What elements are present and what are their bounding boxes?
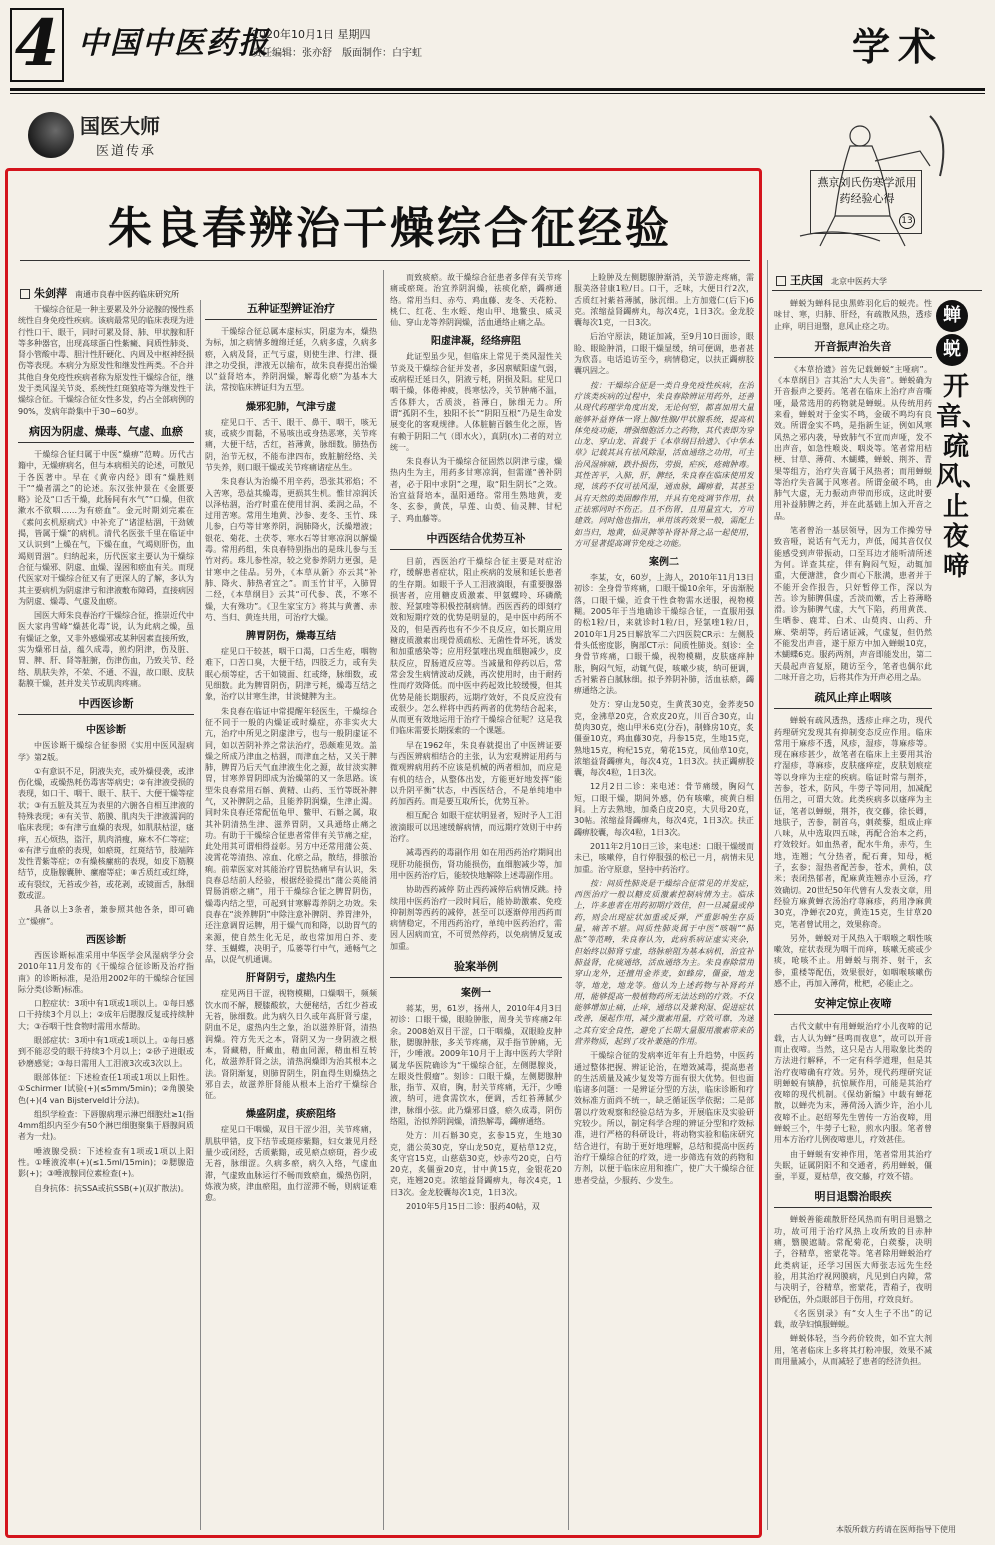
masthead-rule-thin (10, 93, 985, 94)
article-byline (20, 285, 179, 301)
subsection-heading: 案例一 (461, 988, 491, 1000)
paragraph: 唾液腺受损：下述检查有1项或1项以上阳性。①唾液流率(+)(≤1.5ml/15min)；②腮腺造影(+)；③唾液腺同位素检查(+)。 (18, 1146, 194, 1179)
side-byline-rule (772, 290, 982, 291)
paragraph: 笔者曾治一基层领导，因为工作操劳导致音哑，说话有气无力，声低，闻其音仅仅能感受到声带振动，口至耳边才能听清所述为何。详查其症，伴有胸闷气短，动辄加重，大便溏泄，食少而心下胀满，患者并于不能开会作报告，只好暂停工作，深以为苦。诊为肺脾俱虚，舌淡而嫩，舌上苔薄略滑。诊为肺脾气虚，大气下陷，药用黄芪、生晒参、鹿茸、白术、山萸肉、山药、升麻、柴胡等，药后诸证减，气虚复，但仍然不能发出声音，遂于原方中加入蝉蜕10克，木蝴蝶6克。服药两剂，声音即能发出，第二天晨起声音复原，随访至今，笔者也偶尔此二味开音之功，后将其作为开声必用之品。 (774, 526, 932, 682)
paragraph: 处方：川石斛30克，玄参15克，生地30克，蒲公英30克，穿山龙50克，夏枯草12克，炙守宫15克，山慈菇30克，炒赤芍20克，白芍20克，炙僵蚕20克，甘中黄15克，金银花20克，连翘20克。浓缩益肾蠲痹丸，每次4克，1日3次。金龙胶囊每次1克，1日3次。 (390, 1131, 562, 1197)
subsection-heading: 燥邪犯肺，气津亏虚 (246, 401, 336, 413)
subsection-heading: 脾胃阴伤，燥毒互结 (246, 631, 336, 643)
paragraph: ①有意识不足，阴液失充，或外燥侵袭，或津伤化燥，或燥热耗伤毒害等病史；②有津液受损的表现，如口干、咽干、眼干、肤干、大便干燥等症状；③有五脏及其互为表里的六腑各自相互津液的特殊表现；④有关节、筋膜、肌肉失于津液濡润的临床表现；⑤有津亏血燥的表现，如肌肤枯涩，瘙痒，五心烦热，盗汗，肌肉消瘦，麻木不仁等症；⑥有津亏血瘀的表现，如瘀斑，红斑结节，肢端阵发性青紫等症；⑦有燥核瘰疬的表现，如皮下筋膜结节，皮脂腺囊肿、瘰瘤等症；⑧舌质红或红绛，或有裂纹，无苔或少苔，或花剥，或镜面舌，脉细数或涩。 (18, 766, 194, 901)
paragraph: 由于蝉蜕有安神作用，笔者常用其治疗失眠，证属阴阳不和交通者，药用蝉蜕，僵蚕，半夏，夏枯草，夜交藤，疗效不错。 (774, 1149, 932, 1182)
paragraph: 按：干燥综合征是一类自身免疫性疾病，在治疗该类疾病的过程中，朱良春除辨证用药外，还善从现代药理学角度出发，无论何型，都喜加用大量能够补益脊体一肾上腺/性腺/甲状腺系统，提高机体免疫功能，增强细胞活力之药物，其代表即为穿山龙、穿山龙、首载于《本草纲目拾遗》、《中华本草》记载其具有祛风除湿，活血通络之功用，可主治风湿痹痛，跌扑损伤，劳损，疟疾，疮痈肿毒。其性苦平，入肺，肝，脾经，朱良春在临床使用发现，该药不仅可祛风湿，通血脉，蠲痹着，其甚至具有天然的类固醇作用，并具有免疫调节作用，扶正祛邪同时不伤正。且不伤胃，且用量宜大，方可建效。同时他也指出，单用该药效果一般，需配上如当归，地黄，仙灵脾等补肾补肾之品一起使用，方可显著提高调节免疫之功能。 (574, 380, 754, 548)
column-badge (28, 108, 178, 162)
paragraph: 蝉蜕为蝉科昆虫黑蚱羽化后的蜕壳。性味甘、寒，归肺、肝经，有疏散风热，透疹止痒，明目退翳，息风止痉之功。 (774, 299, 932, 331)
side-article-column (774, 298, 932, 1520)
paragraph: 按：间质性肺炎是干燥综合征常见的并发症，西医治疗一般以糖皮质激素控制病情为主。临床上，许多患者在用药初期疗效佳，但一旦减量或停药，则会出现症状加重或反弹，严重影响生存质量，痛苦不堪。间质性肺炎属于中医“咳喘”“肺胀”等范畴，朱良春认为，此病系病证虚实夹杂，但始终以肺肾亏虚，络脉瘀阻为基本病机，治宜补肺益肾，化痰通络，活血通络为主。朱良春除常用穿山龙外，还擅用金荞麦，如蜂房，僵蚕，地龙等，地龙，地龙等。他认为上述药物与补肾药并用，能够提高一般植物药所无法达到的疗效。不仅能够增加止痛，止痒，通络以及兼利湿、促进症状改善，屡起作用，减少激素用量，疗效可靠，为迷之其有安全良性，避免了长期大量服用激素带来的营养物质，起到了攻补兼施的作用。 (574, 878, 754, 1046)
subsection-heading: 燥盛阴虚，痰瘀阻络 (246, 1109, 336, 1121)
subsection-heading: 中医诊断 (86, 725, 126, 737)
paragraph: 自身抗体：抗SSA或抗SSB(+)(双扩散法)。 (34, 1183, 189, 1193)
paragraph: 此证型虽少见，但临床上常见于类风湿性关节炎及干燥综合征并发者，多因禀赋阳虚气弱，或病程迁延日久，阴液亏耗，阴损及阳。症见口咽干燥，体倦神疲，畏寒怯冷，关节肿痛不温，舌体胖大，舌质淡，苔薄白，脉细无力。所谓“孤阴不生，独阳不长”“阴阳互根”乃是生命发展变化的客观规律。人体脏腑百骸生化之原，皆有赖于阴阳二气（即水火），真阴(水)二者的对立统一。 (390, 352, 562, 452)
side-article-title: 开音、疏风、止夜啼 (936, 372, 989, 582)
byline-marker-icon (20, 289, 30, 299)
article-column-4 (574, 272, 754, 1526)
paragraph: 朱良春认为干燥综合征固然以阴津亏虚，燥热内生为主，用药多甘寒凉润，但需谨“善补阴者，必于阳中求阴”之理，取“阳生阴长”之效。治宜益肾培本，温阳通络。常用生熟地黄，麦冬、玄参，黄芪，旱莲、山萸、仙灵脾、甘杞子、鸡血藤等。 (390, 457, 562, 523)
paragraph: 早在1962年，朱良春就提出了中医辨证要与西医辨病相结合的主张，认为宏观辨证用药与微观辨病用药不应该是机械的两者相加，而应是有机的结合，从整体出发，方能更好地发挥“能以升阴平衡”状态，中西医结合，不是单纯地中药加西药。而是要互取所长，优势互补。 (390, 740, 562, 807)
paragraph: 口腔症状：3项中有1项或1项以上。①每日感口干持续3个月以上；②成年后腮腺反复或持续肿大；③吞咽干性食物时需用水帮助。 (18, 999, 194, 1031)
side-author-affiliation: 北京中医药大学 (831, 277, 887, 286)
paragraph: 蝉蜕有疏风透热，透疹止痒之功，现代药理研究发现其有抑制变态反应作用。临床常用于麻疹不透，风疹，湿疹，荨麻疹等。现在麻疹甚少，故笔者在临床上主要用其治疗湿疹，荨麻疹，皮肤瘙痒症，皮肤划痕症等以身痒为主症的疾病。临证时常与荆芥，苦参，苍术，防风，牛蒡子等同用，加减配伍用之，可谓大效。此类疾病多以瘙痒为主证，笔者以蝉蜕，荆芥，夜交藤，徐长卿，地肤子，苦参，制首乌，刺蒺藜，组成止痒八味，从中选取四五味，再配合治本之药，疗效较好。如血热者，配水牛角，赤芍，生地，连翘；气分热者，配石膏，知母，栀子，玄参；湿热者配苦参，苍术，黄柏，苡米；表闭热郁者，配麻黄连翘赤小豆汤，疗效确切。20世纪50年代曾有人发表文章，用经验方麻黄蝉衣汤治疗荨麻疹，药用净麻黄30克，净蝉衣20克，黄连15克，生甘草20克，笔者曾试用之，效果称奇。 (774, 716, 932, 929)
paragraph: 减毒西药的毒副作用 如在用西药治疗期间出现肝功能损伤，肾功能损伤，血细胞减少等，加用中医药治疗后，能较快地解除上述毒副作用。 (390, 848, 562, 880)
paragraph: 目前，西医治疗干燥综合征主要是对症治疗，缓解患者症状，阻止疾病的发展和延长患者的生存期。如眼干予人工泪液滴眼，有重要腺器损害者，应用糖皮质激素、甲氨蝶呤、环磷酰胺、羟氯喹等积极控制病情。西医西药的即刻疗效和短期疗效的优势是明显的，是中医中药所不及的，但是西药也有不少不良反应，如长期应用糖皮质激素出现骨质疏松、无菌性骨坏死，诱发和加重感染等；应用羟氯喹出现血细胞减少，皮肤反应，胃肠道反应等。当减量和停药以后，常常会发生病情波动反跳，再次使用时，由于耐药性而疗效降低。而中医中药起效比较缓慢，但其优势是能长期服药，远期疗效好，不良反应没有或很少。怎么样将中西药两者的优势结合起来，从而更有效地运用于治疗干燥综合征呢？这是我们临床需要长期探索的一个课题。 (390, 556, 562, 736)
paragraph: 组织学检查：下唇腺病理示淋巴细胞灶≥1(指4mm组织内至少有50个淋巴细胞聚集于唇腺间质者为一灶)。 (18, 1109, 194, 1142)
subsection-heading: 阳虚津凝，经络痹阻 (431, 336, 521, 348)
paragraph: 蝉蜕善能疏散肝经风热而有明目退翳之功，故可用于治疗风热上攻所致的目赤肿痛，翳膜遮睛。常配菊花，白蒺藜，决明子，谷精草，密蒙花等。笔者除用蝉蜕治疗此类病证，还学习国医大师张志远先生经验，用其治疗视网膜病，凡见到白内障，常与决明子，谷精草，密蒙花，青葙子，夜明砂配伍，外点眼部目于伤用，疗效良好。 (774, 1215, 932, 1304)
side-title-char-2: 蜕 (936, 334, 968, 366)
paragraph: 症见口干咽燥，双目干涩少泪，关节疼痛，肌肤甲错，皮下结节或斑疹紫黯，妇女兼见月经量少或闭经，舌质紫黯，或见瘀点瘀斑，苔少或无苔，脉细涩。久病多瘀，病久入络，气虚血滞，气虚致血脉运行不畅而致瘀血，燥热伤阴，炼液为痰，津血瘀阻，血行涩滞不畅，则病证难愈。 (205, 1125, 377, 1203)
paragraph: 蝉蜕体轻，当今药价较贵，如不宜大剂用，笔者临床上多将其打粉冲服，效果不减而用量减小，从而减轻了患者的经济负担。 (774, 1334, 932, 1367)
paragraph: 处方：穿山龙50克，生黄芪30克，金荞麦50克，金沸草20克，合欢皮20克，川百合30克，山萸肉30克，炮山甲米6克(分吞)，制蜂房10克，炙僵蚕10克，鸡血藤30克，丹参15克，生地15克，熟地15克，枸杞15克，菊花15克，凤仙草10克，浓缩益肾蠲痹丸，每次4克，1日3次。扶正蠲痹胶囊，每次4粒，1日3次。 (574, 700, 754, 778)
paragraph: 中医诊断干燥综合征参照《实用中医风湿病学》第2版。 (18, 741, 194, 762)
column-divider (200, 300, 201, 1530)
masthead (0, 0, 995, 92)
paragraph: 朱良春认为治燥不用辛药，恐张其邪焰；不入苦寒，恐益其燥毒，更损其生机。惟甘凉润沃以泽枯涸，治疗时重在使用甘润、柔润之品，不过用苦寒。常用生地黄、沙参、麦冬、玉竹、珠儿参，白芍等甘寒养阴，润肺降火，沃燥增液；银花、菊花、土茯苓、寒水石等甘寒凉润以解燥毒。常用药组，朱良春特别指出的是珠儿参与玉竹对药。珠儿参性凉，较之党参养阴力更强，是甘寒中之佳品。另外，《本草从新》亦云其“补肺、降火、肺热者宜之”。而玉竹甘平，入肺胃二经，《本草纲目》云其“可代参、芪，不寒不燥，大有殊功”。《卫生家宝方》将其与黄蓍、赤芍、当归、黄连共用，可治疗大燥。 (205, 477, 377, 622)
paragraph: 症见两目干涩，视物模糊，口燥咽干，频频饮水而不解，腰膝酸软，大便秘结，舌红少苔或无苔，脉细数。此为病久日久或年高肝肾亏虚，阴血不足，虚热内生之象，治以滋养肝肾，清热润燥。符方先天之本，肾阴又为一身阴液之根本，肾藏精，肝藏血，精血同源，精血相互转化，故滋养肝肾之法，清热润燥即为治其根本之法。肾阴渐复，则肺胃阴生，阴血得生则燥热之邪自去，故滋养肝肾能从根本上治疗干燥综合征。 (205, 989, 377, 1101)
series-title: 燕京刘氏伤寒学派用药经验心得 (817, 176, 917, 205)
column-divider (568, 270, 569, 1530)
section-heading: 明目退翳治眼疾 (774, 1188, 932, 1208)
paragraph: 干燥综合征的发病率近年有上升趋势，中医药通过整体把握、辨证论治，在增效减毒，提高患者的生活质量及减少复发等方面有很大优势。但也面临诸多问题：一是辨证分型的方法，临床诊断和疗效标准方面尚不统一，缺乏循证医学依据；二是部署以疗效观察和经验总结为多，开展临床及实验研究较少。所以，制定科学合理的辨证分型和疗效标准，进行严格的科研设计，将动物实验和临床研究结合进行，有助于更好地理解，总结和提高中医药治疗干燥综合征的疗效，进一步筛选有效的药物和方剂，以便于临床应用和推广，使广大干燥综合征患者受益，少服药、少发生。 (574, 1051, 754, 1185)
column-divider (383, 270, 384, 1530)
article-headline: 朱良春辨治干燥综合征经验 (108, 203, 672, 254)
editor-credits: 责任编辑：张亦舒 版面制作：白宇虹 (252, 48, 422, 59)
series-title-box (810, 170, 922, 234)
headline-rule (20, 260, 750, 261)
article-column-1 (18, 304, 194, 1526)
section-heading: 疏风止痒止咽咳 (774, 689, 932, 709)
paragraph: 另外，蝉蜕对于风热入于咽喉之咽性咳嗽效，症状表现为咽干而痒，咳嗽无痰或少痰，呛咳不止。用蝉蜕与荆芥、射干，玄参，重楼等配伍，效果很好，如咽喉咳嗽伤感不止，再加入薄荷，枇杷，必能止之。 (774, 933, 932, 989)
section-heading: 病因为阴虚、燥毒、气虚、血瘀 (18, 423, 194, 443)
byline-marker-icon (776, 276, 786, 286)
paragraph: 《本草拾遗》首先记载蝉蜕“主哑病”。《本草纲目》言其治“大人失音”。蝉蜕确为开音振声之要药。笔者在临床上治疗声音嘶哑，最常选用的药物就是蝉蜕。从传统用药来看，蝉蜕对于金实不鸣，金破不鸣均有良效。所谓金实不鸣，是指新生证，例如风寒风热之邪内袭，导致肺气不宣而声哑，发不出声音，如急性喉炎、咽炎等。笔者常用桔梗、甘草、薄荷、木蝴蝶，蝉蜕、荆芥、青果等组方，治疗失音属于风热者；而用蝉蜕等治疗失音属于风寒者。所谓金破不鸣，由肺气大虚，无力振动声带而形成，这此时要用补益肺脾之药，并在此基础上加入开音之品。 (774, 364, 932, 521)
paragraph: 李某，女，60岁，上海人，2010年11月13日初诊：全身骨节疼痛，口眼干燥10余年，牙齿渐脱落，口眼干燥，近食干性食物需水送服，视物模糊。2005年于当地确诊干燥综合征，一直服用强的松1粒/日，来就诊时1粒/日，羟氯喹1粒/日，2010年1月25日解放军二六四医院CR示：左侧股骨头低密度影，胸部CT示：间质性肺炎。刻诊：全身骨节疼痛，口眼干燥，视物模糊，皮肤瘙痒肿胀，胸闷气短，动辄气促，咳嗽少痰，纳可便调，舌衬紫苔白腻脉细。拟予养阴补肺，活血祛瘀，蠲痹通络之法。 (574, 573, 754, 696)
paragraph: 眼部症状：3项中有1项或1项以上。①每日感到不能忍受的眼干持续3个月以上；②砂子进眼或砂磨感觉；③每日需用人工泪液3次或3次以上。 (18, 1036, 194, 1068)
author-name: 朱剑萍 (34, 287, 67, 300)
article-column-2 (205, 294, 377, 1526)
paragraph: 相互配合 如眼干症状明显者，短时予人工泪液滴眼可以迅速缓解病情，而远期疗效则于中药治疗。 (390, 811, 562, 844)
paragraph: 协助西药减停 防止西药减停后病情反跳。持续用中医药治疗一段时间后，能协助激素、免疫抑制剂等西药的减停，甚至可以逐渐停用西药而病情稳定，不用西药治疗，单纯中医药治疗，需因人因病而宜，不可贸然停药，以免病情反复或加重。 (390, 885, 562, 951)
column-badge-title: 国医大师 (80, 114, 160, 138)
masthead-rule (10, 88, 985, 91)
paragraph: 国医大师朱良春治疗干燥综合征，推崇近代中医大家冉雪峰“燥甚化毒”说，认为此病之燥，虽有燥证之象，又非外感燥邪或某种因素直接所致，实为燥邪日益，蕴久成毒，煎灼阴津，伤及脏、胃、脾、肝、肾等脏腑，伤津伤血，乃致关节、经络、肌肤失养，不荣、不通、不温，故口眼、皮肤黏膜干燥，甚并发关节或肌肉疼痛。 (18, 611, 194, 688)
paragraph: 症见口干较甚，咽干口渴，口舌生疮，咽物难下，口苦口臭，大便干结，四肢乏力，或有失眠心烦等症，舌干如镜面、红或绛，脉细数，或见细数。此为脾胃阴伤，阴津亏耗，燥毒互结之象，治疗以甘寒生津，甘淡健脾为主。 (205, 647, 377, 702)
paragraph: 干燥综合征总属本虚标实，阴虚为本，燥热为标，加之病情多缠绵迁延，久病多虚，久病多瘀，入病及肾，正气亏虚，则使生津、行津、摄津之功受损，津液无以输布，故朱良春提出治燥以“益肾培本，养阴润燥，解毒化瘀”为基本大法，常按临床辨证归为五型。 (205, 327, 377, 393)
side-title-char-1: 蝉 (936, 300, 968, 332)
taiji-emblem-icon (28, 112, 74, 158)
section-heading: 中西医结合优势互补 (390, 530, 562, 550)
paragraph: 症见口干、舌干、眼干、鼻干、咽干，咳无痰，或痰少而黏，不易咳出或身热恶寒，关节疼痛，大便干结，舌红，苔薄黄，脉细数。肺热伤阴，治节无权，不能布津四布，致脏腑经络、关节失养，则口眼干燥或关节疼痛诸症丛生。 (205, 417, 377, 472)
column-divider (767, 260, 768, 1530)
subsection-heading: 西医诊断 (86, 934, 126, 946)
paragraph: 2010年5月15日二诊：服药40帖，双 (406, 1202, 540, 1212)
paragraph: 而致痰瘀。故干燥综合征患者多伴有关节疼痛或瘀斑。治宜养阴润燥，祛痰化瘀，蠲痹通络。常用当归、赤芍、鸡血藤、麦冬、天花粉、桃仁、红花、生水蛭、炮山甲、地鳖虫、威灵仙、穿山龙等养阴润燥，活血通络止痛之品。 (390, 273, 562, 328)
paragraph: 12月2日二诊：来电述：骨节痛缓，胸闷气短，口眼干燥，期间外感，仍有咳嗽，痰黄白相间。上方去熟地，加桑白皮20克，大贝母20克，30帖。浓缩益肾蠲痹丸，每次4克，1日3次。扶正蠲痹胶囊，每次4粒，1日3次。 (574, 782, 754, 837)
subsection-heading: 案例二 (649, 557, 679, 569)
newspaper-name: 中国中医药报 (78, 26, 270, 61)
section-heading: 开音振声治失音 (774, 338, 932, 358)
paragraph: 《名医别录》有“女人生子不出”的记载，故孕妇慎服蝉蜕。 (774, 1308, 932, 1330)
paragraph: 后治守原法，随证加减，至9月10日面诊，眼睑、眼睑肿消，口眼干燥显缓，纳可便调，患者甚为欣喜。电话追访至今，病情稳定，以扶正蠲痹胶囊巩固之。 (574, 332, 754, 376)
footer-note: 本版所载方药请在医师指导下使用 (836, 1525, 956, 1534)
section-heading: 验案举例 (390, 958, 562, 978)
author-affiliation: 南通市良春中医药临床研究所 (75, 290, 179, 299)
paragraph: 2011年2月10日三诊，来电述：口眼干燥缓而未已，咳嗽停，自行停服强的松已一月，病情未见加重。治守原意，坚持中药治疗。 (574, 841, 754, 874)
section-heading: 中西医诊断 (18, 695, 194, 715)
paragraph: 干燥综合征是一种主要累及外分泌腺的慢性系统性自身免疫性疾病。该病最常见的临床表现为进行性口干、眼干，同时可累及肾、肺、甲状腺和肝等多种器官，出现高球蛋白性紫癜、间质性肺炎、肾小管酸中毒、胆汁性肝硬化、内周及中枢神经损伤等表现。本病分为原发性和继发性两类。不合并其他自身免疫性疾病者称为原发性干燥综合征，继发于类风湿关节炎、系统性红斑狼疮等为继发性干燥综合征。干燥综合征女性多发，约占全部病例的90%，发病年龄集中于30~60岁。 (18, 305, 194, 416)
paragraph: 朱良春在临证中常提醒年轻医生，干燥综合征不同于一般的内燥证或时燥症，亦非实火大亢，治疗中所见之阴虚津亏，也与一般阴虚证不同，如以苦阴补养之常法治疗，恐颇难见效。盖燥之所成乃津血之枯涸，而津血之枯，又关于脾肺，脾胃乃后天气血津液生化之源，故甘淡实脾胃，甘寒养胃阴即成为治燥第的又一条思路。该型朱良春常用石斛、黄精、山药、玉竹等既补脾气，又补脾阴之品，且能养阴润燥，生津止渴。同时朱良春还常配伍龟甲、鳖甲、石斛之属，取其补阴清热生津、滋养胃阴，又具通络止痛之功。有助于干燥综合征患者常伴有关节痛之症，此处用其可谓相得益彰。另方中还常用蒲公英、凌霄花等清热、凉血、化瘀之品，散结，排脓治痢。前辈医家对其能治疗胃脘热痛早有认识，朱良春总结前人经验，根据经验提出“蒲公英能消胃肠消瘀之痛”，用于干燥综合征之脾胃阴伤，燥毒内结之型，可起到甘寒解毒养阴之功效。朱良春在“淡养脾阴”中除注意补脾阴、养胃津外，还注意调胃运脾，用于燥气而和降，以助胃气的来源，使自然生化无足，故也常加用白芥、麦芽、玉蝴蝶，决明子，瓜蒌等行中气，通畅气之品，以促气机通调。 (205, 706, 377, 965)
article-column-3 (390, 272, 562, 1526)
section-heading: 五种证型辨证治疗 (205, 300, 377, 320)
side-article-byline (776, 272, 887, 288)
paragraph: 眼部体征：下述检查任1项或1项以上阳性。①Schirmer I试验(+)(≤5mm/5min)；②角膜染色(+)(4 van Bijsterveld计分法)。 (18, 1072, 194, 1105)
paragraph: 上睑肿及左侧腮腺肿渐消，关节游走疼痛，需服美洛昔康1粒/日。口干，乏味，大便日行2次，舌质红衬紫苔薄腻，脉沉细。上方加蔻仁(后下)6克。浓缩益肾蠲痹丸，每次4克，1日3次。金龙胶囊每次1克，一日3次。 (574, 273, 754, 328)
side-author-name: 王庆国 (790, 274, 823, 287)
paragraph: 干燥综合征归属于中医“燥痹”范畴。历代古籍中，无燥痹病名，但与本病相关的论述，可散见于各医著中。早在《黄帝内经》即有“燥胜则干”“燥者濡之”的论述。东汉张仲景在《金匮要略》论及“口舌干燥，此肠间有水气”“口燥，但欲漱水不欲咽……为有瘀血”。金元时期刘完素在《素问玄机原病式》中补充了“诸涩枯涸，干劲皴揭，皆属于燥”的病机。清代名医张千里在临证中又认识到“上燥在气，下燥在血，气竭则肝伤，血竭则胃涸”。归纳起来，历代医家主要认为干燥综合征与燥邪、阴虚、血燥、湿困和瘀血有关。而现代医家对干燥综合征又有了更深人的了解，多认为其主要病机为阴虚津亏和津液敷布障碍，直接病因为阴虚、燥毒、气虚及血瘀。 (18, 449, 194, 606)
section-heading: 安神定惊止夜啼 (774, 995, 932, 1015)
paragraph: 西医诊断标准采用中华医学会风湿病学分会2010年11月发布的《干燥综合征诊断及治疗指南》的诊断标准，是沿用2002年的干燥综合征国际分类(诊断)标准。 (18, 950, 194, 994)
paragraph: 具备以上3条者，兼参照其他各条，即可确立“燥痹”。 (18, 905, 194, 926)
paragraph: 古代文献中有用蝉蜕治疗小儿夜啼的记载，古人认为蝉“昼鸣而夜息”，故可以开音而止夜啼。当然，这只是古人用取象比类的方法进行解释，不一定有科学道理，但是其治疗夜啼确有疗效。另外，现代药理研究证明蝉蜕有镇静，抗惊厥作用，可能是其治疗夜啼的现代机制。《保幼新编》中载有蝉花散，以蝉壳为末，薄荷汤入酒少许，治小儿夜啼不止。赵绍琴先生曾传一方治夜啼，用蝉蜕三个，牛蒡子七粒，煎水内服。笔者曾用本方治疗儿例夜啼患儿，疗效甚佳。 (774, 1022, 932, 1145)
series-number: 13 (899, 213, 915, 229)
side-title-emblem (936, 300, 976, 368)
section-title: 学术 (852, 24, 945, 69)
page-number: 4 (14, 6, 60, 81)
paragraph: 蒋某，男，61岁，扬州人，2010年4月3日初诊：口眼干燥，眼睑肿胀，周身关节疼痛2年余。2008始双目干涩，口干咽燥，双眼睑皮肿胀，腮腺肿胀，多关节疼痛，双手指节肿痛，无汗，少唾液。2009年10月于上海中医药大学附属龙华医院确诊为“干燥综合征，左侧腮腺炎，左眼炎性假瘤”。刻诊：口眼干燥，左侧腮腺肿胀，指节、双肩，胸，肘关节疼痛，无汗，少唾液，纳可，进食需饮水，便调，舌红苔薄腻少津，脉细小弦。此乃燥邪日盛，瘀久成毒，阴伤络阻，治拟养阴润燥，清热解毒，蠲痹通络。 (390, 1004, 562, 1126)
column-badge-subtitle: 医道传承 (96, 144, 157, 159)
subsection-heading: 肝肾阴亏，虚热内生 (246, 973, 336, 985)
issue-date: 2020年10月1日 星期四 (252, 28, 371, 41)
